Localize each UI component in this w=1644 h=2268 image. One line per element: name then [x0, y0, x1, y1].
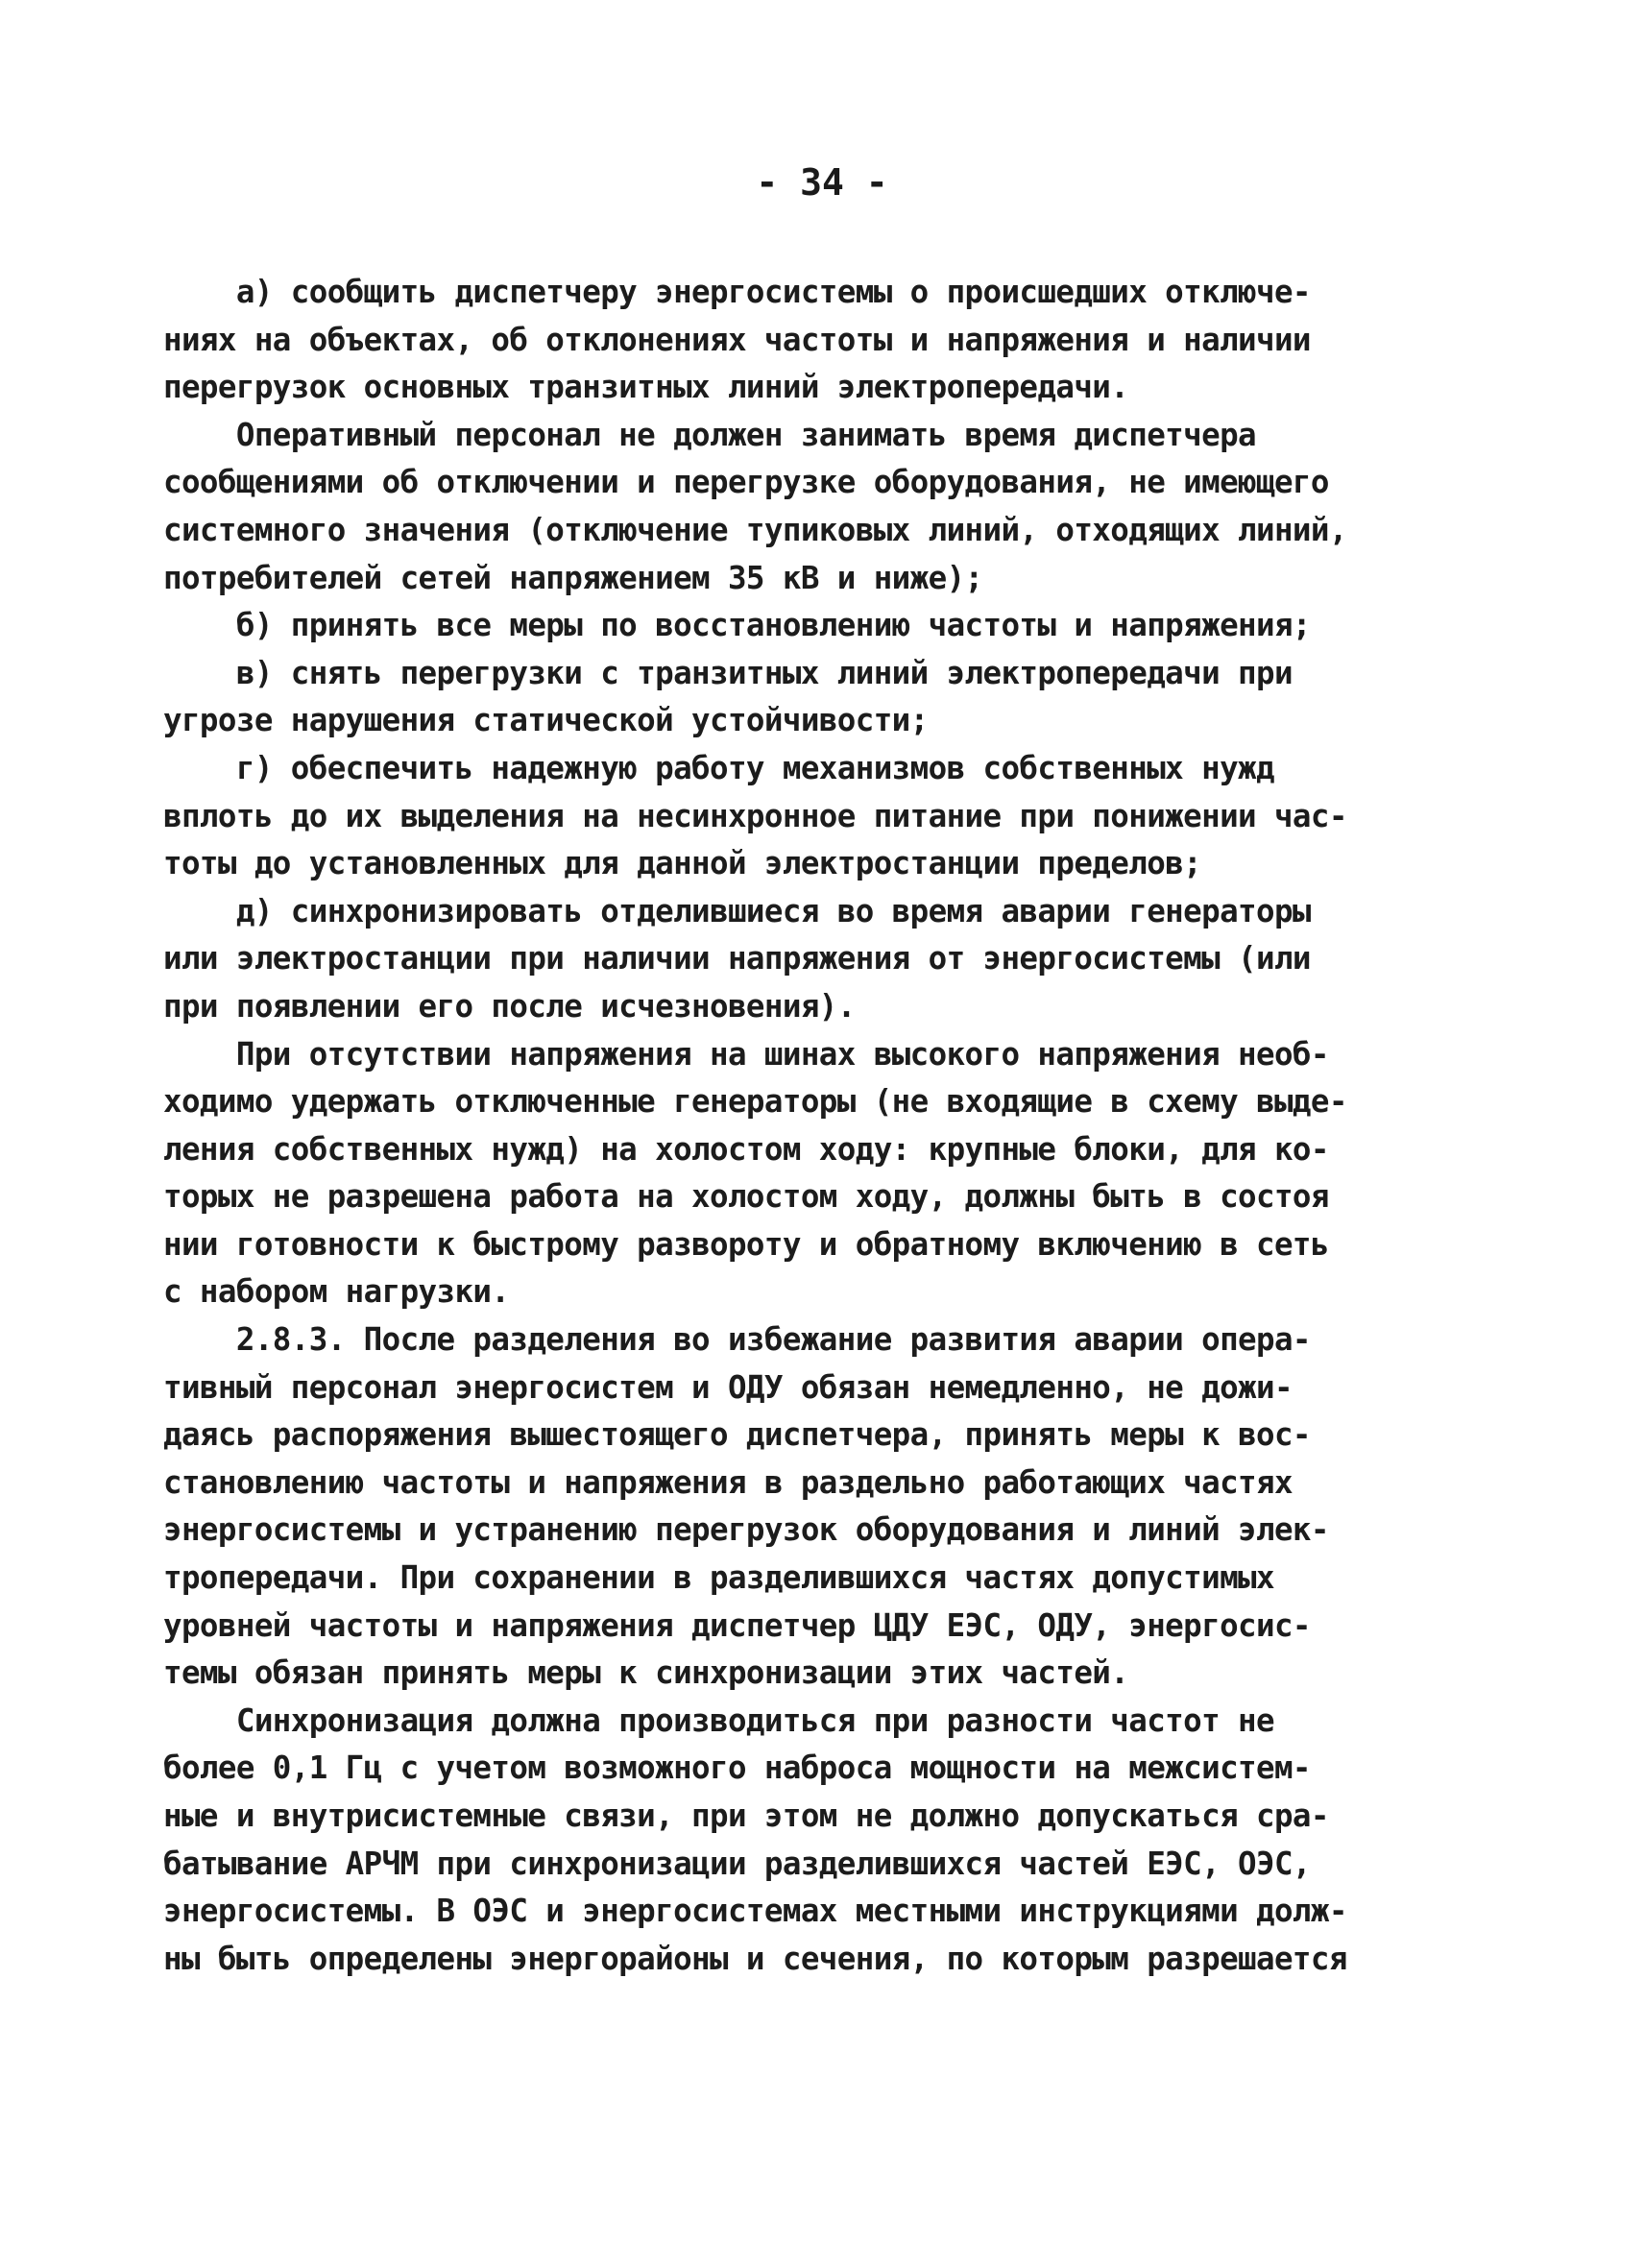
text-line: сообщениями об отключении и перегрузке оборудования, не имеющего [163, 464, 1329, 501]
text-line: При отсутствии напряжения на шинах высокого напряжения необ- [163, 1035, 1329, 1073]
text-line: торых не разрешена работа на холостом ходу, должны быть в состоя [163, 1178, 1329, 1216]
text-line: тивный персонал энергосистем и ОДУ обязан немедленно, не дожи- [163, 1368, 1293, 1406]
text-line: ниях на объектах, об отклонениях частоты и напряжения и наличии [163, 321, 1311, 358]
text-line: Оперативный персонал не должен занимать время диспетчера [163, 416, 1256, 453]
text-line: даясь распоряжения вышестоящего диспетчера, принять меры к вос- [163, 1416, 1311, 1454]
text-line: потребителей сетей напряжением 35 кВ и ниже); [163, 559, 983, 596]
text-line: ходимо удержать отключенные генераторы (не входящие в схему выде- [163, 1083, 1347, 1121]
text-line: ления собственных нужд) на холостом ходу: крупные блоки, для ко- [163, 1130, 1329, 1168]
text-line: энергосистемы и устранению перегрузок оборудования и линий элек- [163, 1511, 1329, 1549]
text-line: с набором нагрузки. [163, 1273, 510, 1311]
text-line: угрозе нарушения статической устойчивости; [163, 702, 929, 739]
text-line: уровней частоты и напряжения диспетчер ЦДУ ЕЭС, ОДУ, энергосис- [163, 1606, 1311, 1644]
text-line: нии готовности к быстрому развороту и обратному включению в сеть [163, 1225, 1329, 1263]
text-line: батывание АРЧМ при синхронизации разделившихся частей ЕЭС, ОЭС, [163, 1845, 1311, 1882]
text-line: 2.8.3. После разделения во избежание развития аварии опера- [163, 1321, 1311, 1359]
text-line: вплоть до их выделения на несинхронное питание при понижении час- [163, 797, 1347, 834]
text-line: темы обязан принять меры к синхронизации этих частей. [163, 1654, 1129, 1692]
text-line: б) принять все меры по восстановлению частоты и напряжения; [163, 607, 1311, 644]
text-line: ны быть определены энергорайоны и сечения, по которым разрешается [163, 1940, 1347, 1977]
body-text [163, 269, 1469, 1983]
text-line: тропередачи. При сохранении в разделившихся частях допустимых [163, 1559, 1274, 1597]
text-line: а) сообщить диспетчеру энергосистемы о происшедших отключе- [163, 274, 1311, 310]
page-number: - 34 - [756, 161, 888, 204]
text-line: г) обеспечить надежную работу механизмов собственных нужд [163, 749, 1274, 786]
text-line: перегрузок основных транзитных линий электропередачи. [163, 369, 1129, 406]
text-line: более 0,1 Гц с учетом возможного наброса мощности на межсистем- [163, 1749, 1311, 1787]
text-line: становлению частоты и напряжения в раздельно работающих частях [163, 1463, 1293, 1501]
text-line: тоты до установленных для данной электростанции пределов; [163, 845, 1202, 882]
text-line: д) синхронизировать отделившиеся во время аварии генераторы [163, 892, 1311, 929]
text-line: или электростанции при наличии напряжения от энергосистемы (или [163, 940, 1311, 977]
text-line: в) снять перегрузки с транзитных линий электропередачи при [163, 654, 1293, 691]
text-line: ные и внутрисистемные связи, при этом не должно допускаться сра- [163, 1798, 1329, 1834]
text-line: системного значения (отключение тупиковых линий, отходящих линий, [163, 511, 1347, 548]
text-line: энергосистемы. В ОЭС и энергосистемах местными инструкциями долж- [163, 1893, 1347, 1930]
text-line: Синхронизация должна производиться при разности частот не [163, 1701, 1274, 1739]
text-line: при появлении его после исчезновения). [163, 987, 856, 1025]
